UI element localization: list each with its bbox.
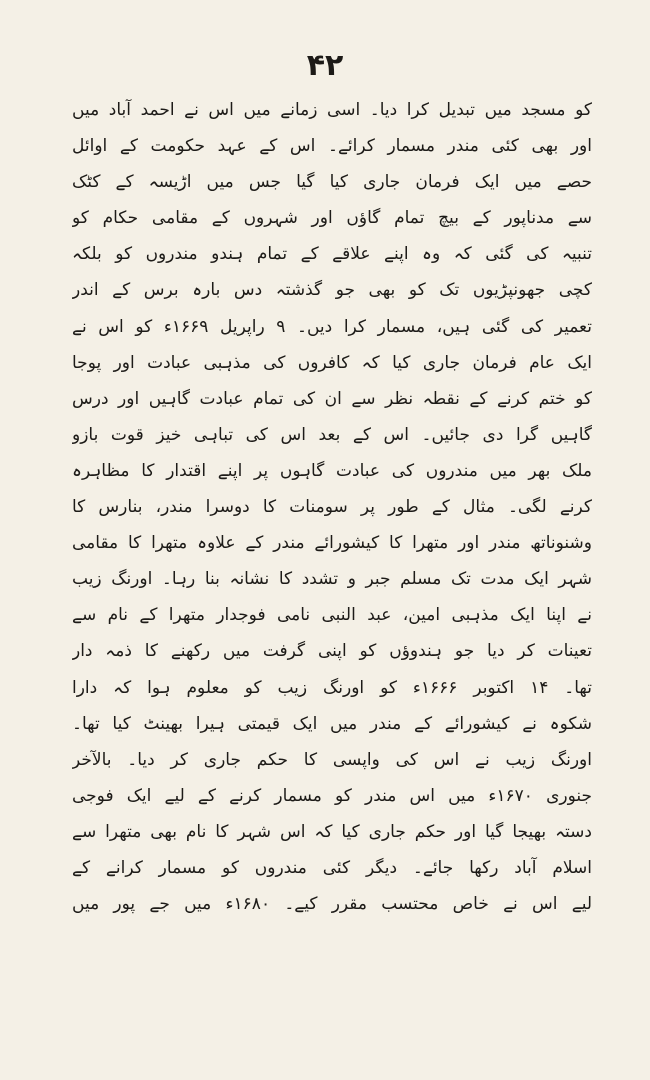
text-line: نے اپنا ایک مذہبی امین، عبد النبی نامی فوجدار متھرا کے نام سے bbox=[72, 605, 592, 626]
page-number: ۴۲ bbox=[306, 48, 344, 83]
text-line: حصے میں ایک فرمان جاری کیا گیا جس میں اڑیسہ کے کٹک bbox=[72, 172, 592, 193]
text-line: کو ختم کرنے کے نقطہ نظر سے ان کی تمام عبادت گاہیں اور درس bbox=[72, 388, 592, 409]
text-line: تنبیہ کی گئی کہ وہ اپنے علاقے کے تمام ہندو مندروں کو بلکہ bbox=[72, 244, 592, 265]
text-line: اورنگ زیب نے اس کی واپسی کا حکم جاری کر دیا۔ بالآخر bbox=[72, 749, 592, 770]
text-line: شہر ایک مدت تک مسلم جبر و تشدد کا نشانہ بنا رہا۔ اورنگ زیب bbox=[72, 569, 592, 590]
text-line: تعمیر کی گئی ہیں، مسمار کرا دیں۔ ۹ راپریل ۱۶۶۹ء کو اس نے bbox=[72, 316, 592, 337]
text-line: اسلام آباد رکھا جائے۔ دیگر کئی مندروں کو مسمار کرانے کے bbox=[72, 857, 592, 878]
text-line: تھا۔ ۱۴ اکتوبر ۱۶۶۶ء کو اورنگ زیب کو معلوم ہوا کہ دارا bbox=[72, 677, 592, 698]
text-line: کچی جھونپڑیوں تک کو بھی جو گذشتہ دس بارہ برس کے اندر bbox=[72, 280, 592, 301]
text-line: کو مسجد میں تبدیل کرا دیا۔ اسی زمانے میں اس نے احمد آباد میں bbox=[72, 100, 592, 120]
text-line: لیے اس نے خاص محتسب مقرر کیے۔ ۱۶۸۰ء میں جے پور میں bbox=[72, 894, 592, 915]
text-line: ایک عام فرمان جاری کیا کہ کافروں کی مذہبی عبادت اور پوجا bbox=[72, 352, 592, 373]
text-line: وشنوناتھ مندر اور متھرا کا کیشورائے مندر کے علاوہ متھرا کا مقامی bbox=[72, 533, 592, 554]
page-body-text bbox=[72, 92, 592, 922]
text-line: جنوری ۱۶۷۰ء میں اس مندر کو مسمار کرنے کے لیے ایک فوجی bbox=[72, 785, 592, 806]
text-line: تعینات کر دیا جو ہندوؤں کو اپنی گرفت میں رکھنے کا ذمہ دار bbox=[72, 641, 592, 662]
text-line: اور بھی کئی مندر مسمار کرائے۔ اس کے عہد حکومت کے اوائل bbox=[72, 136, 592, 157]
text-line: سے مدناپور کے بیچ تمام گاؤں اور شہروں کے مقامی حکام کو bbox=[72, 208, 592, 229]
text-line: ملک بھر میں مندروں کی عبادت گاہوں پر اپنے اقتدار کا مظاہرہ bbox=[72, 460, 592, 481]
text-line: گاہیں گرا دی جائیں۔ اس کے بعد اس کی تباہی خیز قوت بازو bbox=[72, 424, 592, 445]
text-line: دستہ بھیجا گیا اور حکم جاری کیا کہ اس شہر کا نام بھی متھرا سے bbox=[72, 821, 592, 842]
text-line: شکوہ نے کیشورائے کے مندر میں ایک قیمتی ہیرا بھینٹ کیا تھا۔ bbox=[72, 713, 592, 734]
text-line: کرنے لگی۔ مثال کے طور پر سومنات کا دوسرا مندر، بنارس کا bbox=[72, 497, 592, 518]
